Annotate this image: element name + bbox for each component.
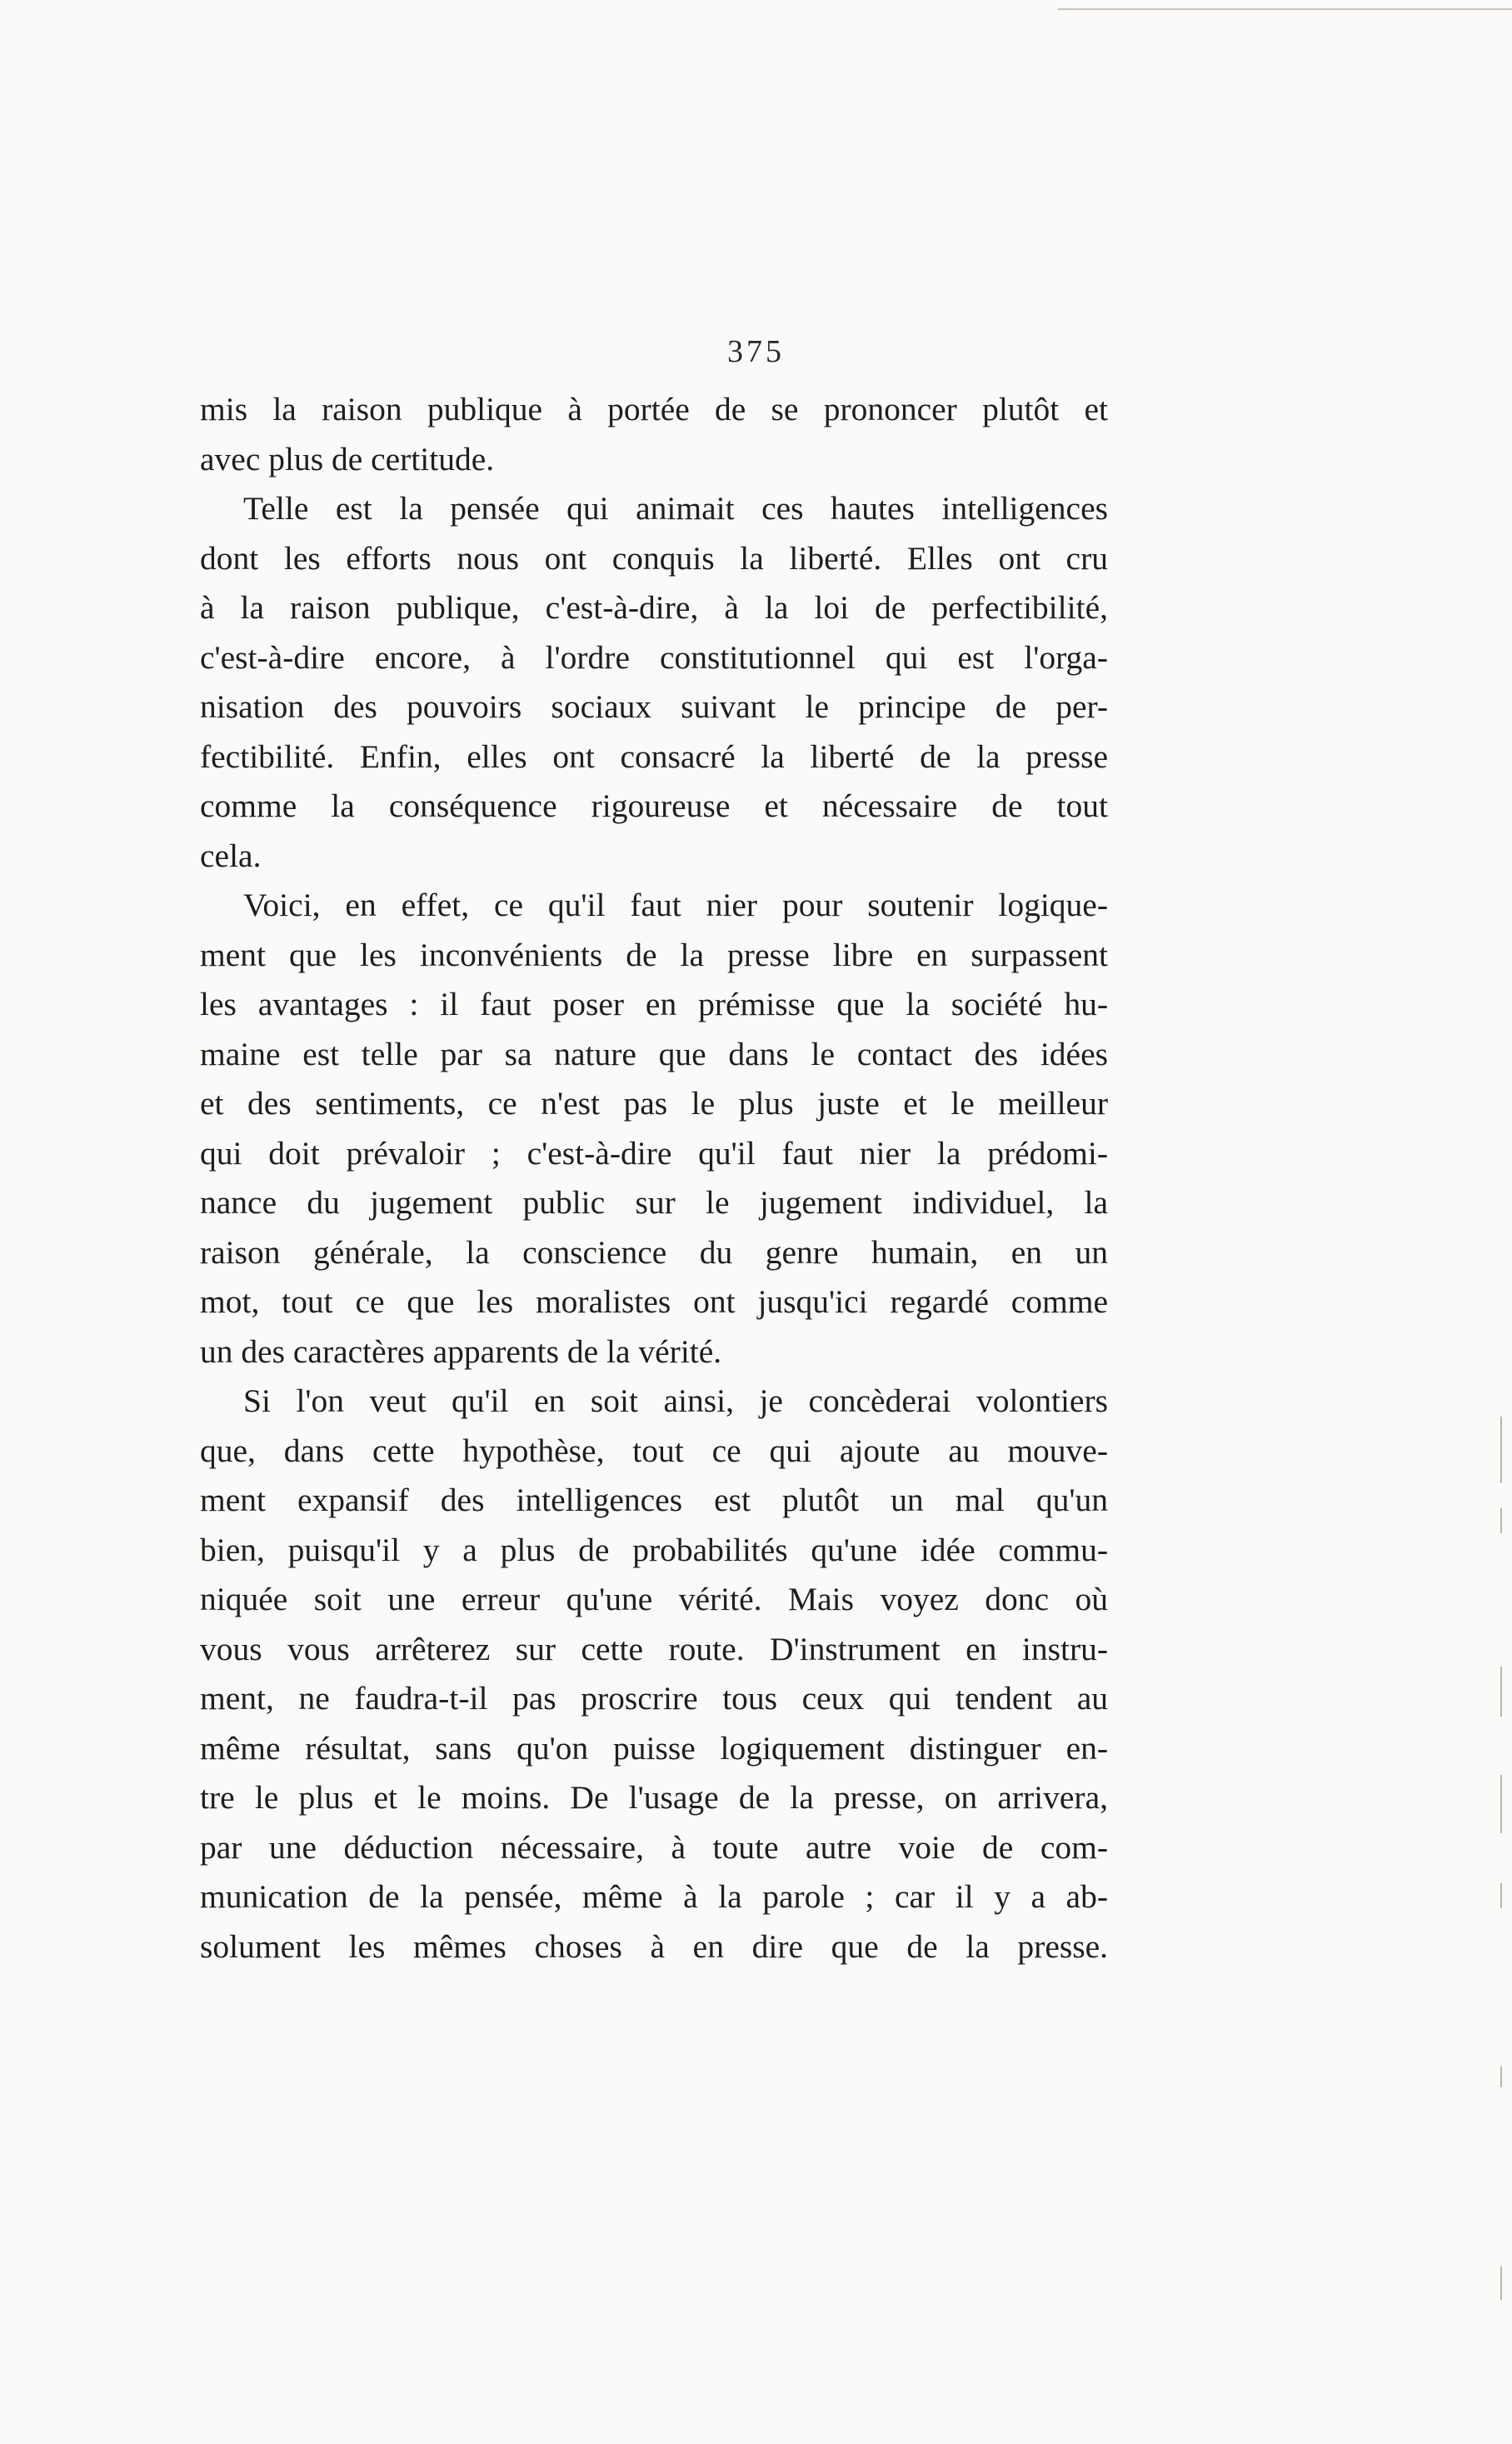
text-line: avec plus de certitude. xyxy=(200,440,495,477)
scan-mark xyxy=(1500,1417,1502,1483)
text-line: fectibilité. Enfin, elles ont consacré la liberté de la presse xyxy=(200,737,1108,775)
text-line: tre le plus et le moins. De l'usage de la presse, on arrivera, xyxy=(200,1779,1108,1816)
text-line: qui doit prévaloir ; c'est-à-dire qu'il faut nier la prédomi- xyxy=(200,1134,1108,1172)
text-line: nisation des pouvoirs sociaux suivant le principe de per- xyxy=(200,688,1108,725)
text-line: maine est telle par sa nature que dans le contact des idées xyxy=(200,1035,1108,1072)
text-line: nance du jugement public sur le jugement individuel, la xyxy=(200,1184,1108,1221)
text-line: que, dans cette hypothèse, tout ce qui ajoute au mouve- xyxy=(200,1432,1108,1469)
text-line: les avantages : il faut poser en prémisse que la société hu- xyxy=(200,986,1108,1022)
page-number: 375 xyxy=(727,334,785,369)
text-line: Si l'on veut qu'il en soit ainsi, je concèderai volontiers xyxy=(243,1382,1108,1419)
text-line: Voici, en effet, ce qu'il faut nier pour soutenir logique- xyxy=(243,887,1108,923)
text-line: niquée soit une erreur qu'une vérité. Mais voyez donc où xyxy=(200,1581,1108,1617)
text-line: ment, ne faudra-t-il pas proscrire tous ceux qui tendent au xyxy=(200,1680,1108,1717)
text-line: à la raison publique, c'est-à-dire, à la loi de perfectibilité, xyxy=(200,589,1108,626)
text-line: c'est-à-dire encore, à l'ordre constitutionnel qui est l'orga- xyxy=(200,638,1108,676)
paragraph-1 xyxy=(200,385,1108,484)
scan-top-rule xyxy=(1058,8,1512,10)
text-line: comme la conséquence rigoureuse et nécessaire de tout xyxy=(200,787,1108,824)
scan-mark xyxy=(1500,1883,1502,1908)
text-line: cela. xyxy=(200,837,262,874)
paragraph-3 xyxy=(200,881,1108,1377)
text-line: un des caractères apparents de la vérité. xyxy=(200,1332,722,1370)
text-line: solument les mêmes choses à en dire que de la presse. xyxy=(200,1927,1108,1965)
paragraph-2 xyxy=(200,484,1108,881)
text-line: Telle est la pensée qui animait ces hautes intelligences xyxy=(243,490,1108,527)
text-line: vous vous arrêterez sur cette route. D'instrument en instru- xyxy=(200,1630,1108,1667)
body-text xyxy=(200,385,1108,1972)
text-line: dont les efforts nous ont conquis la liberté. Elles ont cru xyxy=(200,539,1108,577)
scan-mark xyxy=(1500,1667,1502,1717)
scan-mark xyxy=(1500,2267,1502,2300)
paragraph-4 xyxy=(200,1377,1108,1972)
scan-mark xyxy=(1500,1508,1502,1533)
scan-mark xyxy=(1500,1775,1502,1833)
scan-edge-marks xyxy=(1500,1417,1504,2333)
text-line: bien, puisqu'il y a plus de probabilités qu'une idée commu- xyxy=(200,1531,1108,1568)
text-line: raison générale, la conscience du genre humain, en un xyxy=(200,1233,1108,1271)
text-line: mot, tout ce que les moralistes ont jusqu'ici regardé comme xyxy=(200,1283,1108,1320)
text-line: même résultat, sans qu'on puisse logiquement distinguer en- xyxy=(200,1729,1108,1767)
text-line: ment que les inconvénients de la presse libre en surpassent xyxy=(200,936,1108,973)
text-line: ment expansif des intelligences est plutôt un mal qu'un xyxy=(200,1482,1108,1518)
scan-mark xyxy=(1500,2067,1502,2087)
text-line: munication de la pensée, même à la parole ; car il y a ab- xyxy=(200,1878,1108,1915)
text-line: mis la raison publique à portée de se prononcer plutôt et xyxy=(200,391,1108,427)
text-line: et des sentiments, ce n'est pas le plus juste et le meilleur xyxy=(200,1085,1108,1122)
text-line: par une déduction nécessaire, à toute autre voie de com- xyxy=(200,1828,1108,1866)
